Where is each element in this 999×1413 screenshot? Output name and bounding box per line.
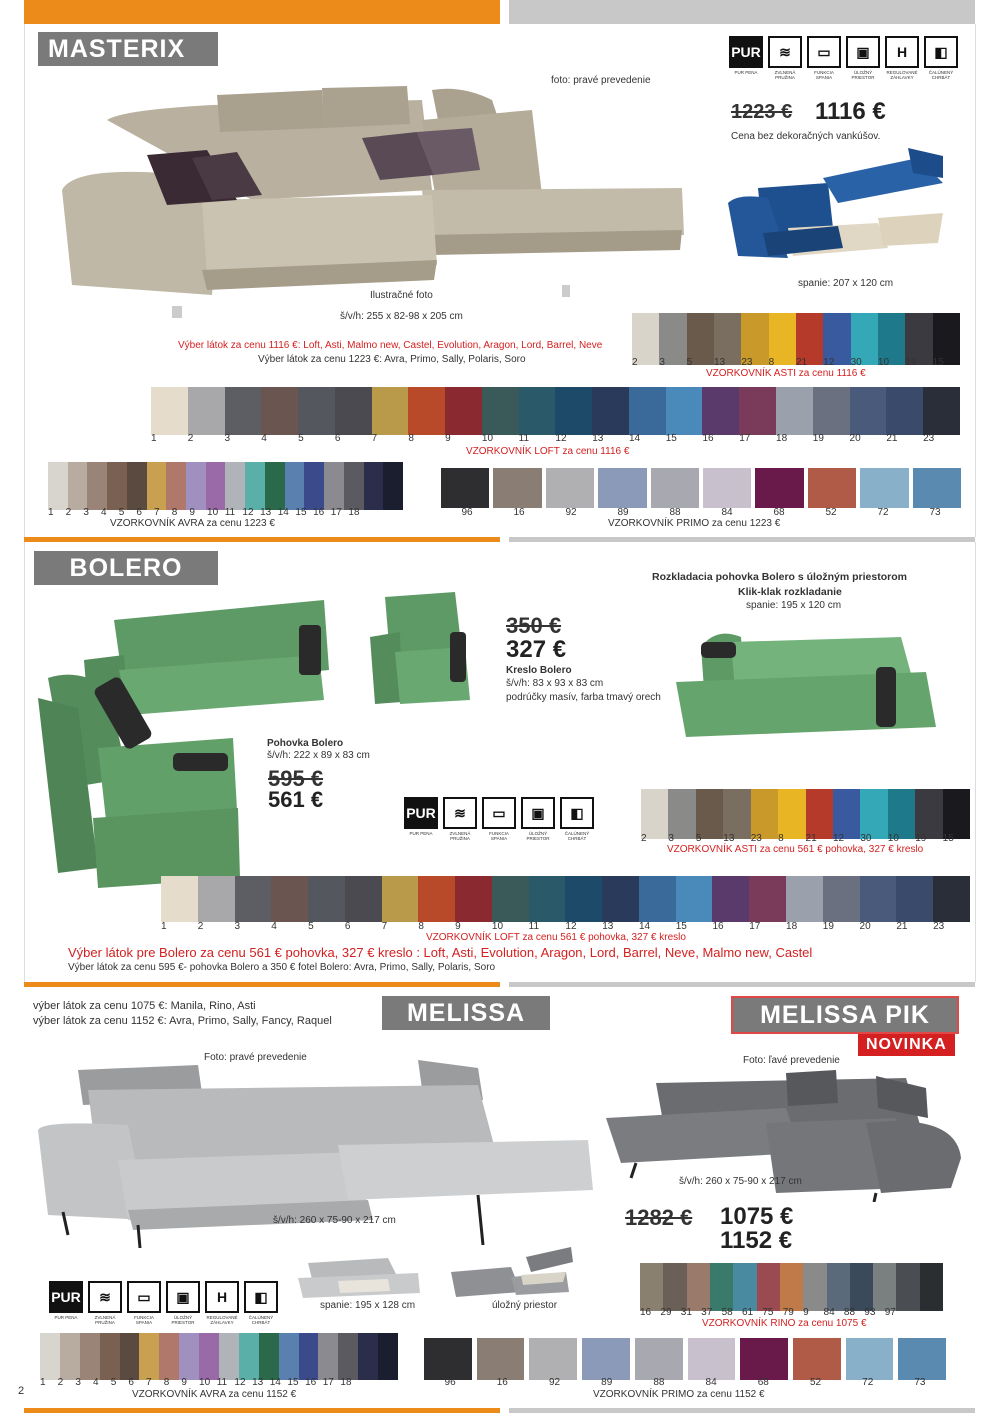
bolero-kreslo-new-price: 327 €	[506, 636, 567, 663]
headrest-icon: H REGULOVANÉ ZÁHLAVKY	[885, 36, 919, 80]
masterix-feature-icons	[729, 36, 958, 80]
melissa-pik-title: MELISSA PIK	[731, 996, 959, 1034]
masterix-sleep-sofa-image	[728, 148, 950, 260]
bolero-left-border	[24, 542, 25, 982]
masterix-sofa-image	[62, 80, 687, 325]
melissa-pik-rino-numbers: 16 29 31 37 58 61 75 79 9 84 88 93 97	[640, 1307, 896, 1318]
masterix-avra-swatches	[48, 462, 403, 510]
bolero-loft-swatches	[161, 876, 970, 922]
melissa-sleep-image	[298, 1253, 422, 1298]
bolero-asti-label: VZORKOVNÍK ASTI za cenu 561 € pohovka, 327 € kreslo	[667, 844, 924, 855]
melissa-storage-label: úložný priestor	[492, 1300, 558, 1311]
bolero-armchair-front-image	[38, 668, 243, 892]
melissa-grey-bar	[509, 982, 975, 987]
spring-icon: ≋ ZVLNENÁ PRUŽINA	[768, 36, 802, 80]
masterix-primo-numbers: 96 16 92 89 88 84 68 52 72 73	[461, 507, 941, 518]
melissa-primo-swatches	[424, 1338, 946, 1380]
melissa-orange-bar	[24, 982, 500, 987]
bolero-kreslo-dims: š/v/h: 83 x 93 x 83 cm	[506, 678, 604, 689]
bolero-title: BOLERO	[34, 551, 218, 585]
masterix-avra-label: VZORKOVNÍK AVRA za cenu 1223 €	[110, 518, 275, 529]
masterix-primo-swatches	[441, 468, 961, 508]
masterix-illustration-note: Ilustračné foto	[370, 290, 433, 301]
bolero-kreslo-note: podrúčky masív, farba tmavý orech	[506, 692, 661, 703]
spring-icon: ≋ ZVLNENÁ PRUŽINA	[88, 1281, 122, 1325]
melissa-avra-label: VZORKOVNÍK AVRA za cenu 1152 €	[132, 1389, 297, 1400]
masterix-fabric-line-1: Výber látok za cenu 1116 €: Loft, Asti, Malmo new, Castel, Evolution, Aragon, Lord, Barrel, Neve	[178, 340, 603, 351]
melissa-pik-dimensions: š/v/h: 260 x 75-90 x 217 cm	[679, 1176, 802, 1187]
bolero-loft-numbers: 1 2 3 4 5 6 7 8 9 10 11 12 13 14 15 16 17 18 19 20 21 23	[161, 921, 945, 932]
right-border	[975, 24, 976, 537]
melissa-sleep-size: spanie: 195 x 128 cm	[320, 1300, 416, 1311]
headrest-icon: H REGULOVANÉ ZÁHLAVKY	[205, 1281, 239, 1325]
masterix-asti-numbers: 2 3 5 13 23 8 21 12 30 10 19 15	[632, 357, 944, 368]
masterix-dimensions: š/v/h: 255 x 82-98 x 205 cm	[340, 311, 463, 322]
bolero-orange-bar	[24, 537, 500, 542]
melissa-pik-price-2: 1152 €	[720, 1227, 793, 1254]
melissa-avra-numbers: 1 2 3 4 5 6 7 8 9 10 11 12 13 14 15 16 17 18	[40, 1377, 352, 1388]
masterix-asti-label: VZORKOVNÍK ASTI za cenu 1116 €	[706, 368, 866, 379]
bolero-pohovka-dims: š/v/h: 222 x 89 x 83 cm	[267, 750, 370, 761]
masterix-sleep-size: spanie: 207 x 120 cm	[798, 278, 894, 289]
melissa-pik-old-price: 1282 €	[625, 1205, 693, 1230]
melissa-pik-price-1: 1075 €	[720, 1203, 794, 1230]
melissa-dimensions: š/v/h: 260 x 75-90 x 217 cm	[273, 1215, 396, 1226]
masterix-title: MASTERIX	[38, 32, 218, 66]
melissa-feature-icons	[49, 1281, 278, 1325]
pur-foam-icon: PUR PUR PENA	[729, 36, 763, 80]
bolero-kreslo-name: Kreslo Bolero	[506, 665, 572, 676]
masterix-price-note: Cena bez dekoračných vankúšov.	[731, 131, 881, 142]
spring-icon: ≋ ZVLNENÁ PRUŽINA	[443, 797, 477, 841]
bolero-right-border	[975, 542, 976, 982]
top-orange-bar	[24, 0, 500, 24]
bolero-pohovka-old-price: 595 €	[268, 766, 324, 791]
storage-icon: ▣ ÚLOŽNÝ PRIESTOR	[521, 797, 555, 841]
bolero-fabric-line-1: Výber látok pre Bolero za cenu 561 € pohovka, 327 € kreslo : Loft, Asti, Evolution, Aragon, Lord, Barrel, Neve, Malmo new, Castel	[68, 945, 813, 960]
sleep-function-icon: ▭ FUNKCIA SPANIA	[127, 1281, 161, 1325]
melissa-pik-photo-note: Foto: ľavé prevedenie	[743, 1055, 840, 1066]
upholstered-back-icon: ◧ ČALÚNENÝ CHRBÁT	[560, 797, 594, 841]
bolero-armchair-image	[370, 592, 480, 706]
masterix-photo-note: foto: pravé prevedenie	[551, 75, 651, 86]
novinka-badge: NOVINKA	[858, 1034, 955, 1056]
melissa-pik-rino-label: VZORKOVNÍK RINO za cenu 1075 €	[702, 1318, 867, 1329]
bolero-asti-numbers: 2 3 5 13 23 8 21 12 30 10 19 15	[641, 833, 954, 844]
melissa-storage-image	[451, 1247, 573, 1299]
masterix-primo-label: VZORKOVNÍK PRIMO za cenu 1223 €	[608, 518, 781, 529]
bolero-sofa-bed-image	[676, 627, 941, 740]
melissa-fabric-line-2: výber látok za cenu 1152 €: Avra, Primo, Sally, Fancy, Raquel	[33, 1015, 332, 1027]
melissa-title: MELISSA	[382, 996, 550, 1030]
sleep-function-icon: ▭ FUNKCIA SPANIA	[482, 797, 516, 841]
masterix-loft-label: VZORKOVNÍK LOFT za cenu 1116 €	[466, 446, 630, 457]
melissa-primo-numbers: 96 16 92 89 88 84 68 52 72 73	[444, 1377, 926, 1388]
bolero-feature-icons	[404, 797, 594, 841]
bolero-loft-label: VZORKOVNÍK LOFT za cenu 561 € pohovka, 327 € kreslo	[426, 932, 686, 943]
bolero-asti-swatches	[641, 789, 970, 839]
masterix-loft-swatches	[151, 387, 960, 435]
bolero-desc-line-1: Rozkladacia pohovka Bolero s úložným priestorom	[652, 571, 907, 583]
left-border	[24, 24, 25, 537]
masterix-avra-numbers: 1 2 3 4 5 6 7 8 9 10 11 12 13 14 15 16 17 18	[48, 507, 360, 518]
storage-icon: ▣ ÚLOŽNÝ PRIESTOR	[166, 1281, 200, 1325]
storage-icon: ▣ ÚLOŽNÝ PRIESTOR	[846, 36, 880, 80]
masterix-loft-numbers: 1 2 3 4 5 6 7 8 9 10 11 12 13 14 15 16 17 18 19 20 21 23	[151, 433, 935, 444]
melissa-primo-label: VZORKOVNÍK PRIMO za cenu 1152 €	[593, 1389, 765, 1400]
upholstered-back-icon: ◧ ČALÚNENÝ CHRBÁT	[924, 36, 958, 80]
bolero-sleep-size: spanie: 195 x 120 cm	[746, 600, 842, 611]
pur-foam-icon: PUR PUR PENA	[49, 1281, 83, 1325]
melissa-photo-note: Foto: pravé prevedenie	[204, 1052, 307, 1063]
page-number: 2	[18, 1385, 25, 1397]
bolero-pohovka-new-price: 561 €	[268, 787, 324, 812]
bolero-fabric-line-2: Výber látok za cenu 595 €- pohovka Bolero a 350 € fotel Bolero: Avra, Primo, Sally, Polaris, Soro	[68, 962, 496, 973]
top-grey-bar	[509, 0, 975, 24]
bolero-pohovka-name: Pohovka Bolero	[267, 738, 344, 749]
masterix-new-price: 1116 €	[815, 98, 886, 125]
upholstered-back-icon: ◧ ČALÚNENÝ CHRBÁT	[244, 1281, 278, 1325]
sleep-function-icon: ▭ FUNKCIA SPANIA	[807, 36, 841, 80]
masterix-old-price: 1223 €	[731, 101, 793, 123]
melissa-fabric-line-1: výber látok za cenu 1075 €: Manila, Rino, Asti	[33, 1000, 256, 1012]
masterix-fabric-line-2: Výber látok za cenu 1223 €: Avra, Primo, Sally, Polaris, Soro	[258, 354, 526, 365]
bolero-grey-bar	[509, 537, 975, 542]
bottom-grey-bar	[509, 1408, 975, 1413]
bottom-orange-bar	[24, 1408, 500, 1413]
bolero-desc-line-2: Klik-klak rozkladanie	[738, 586, 842, 598]
melissa-avra-swatches	[40, 1333, 398, 1380]
bolero-kreslo-old-price: 350 €	[506, 613, 562, 638]
pur-foam-icon: PUR PUR PENA	[404, 797, 438, 841]
melissa-pik-rino-swatches	[640, 1263, 943, 1311]
